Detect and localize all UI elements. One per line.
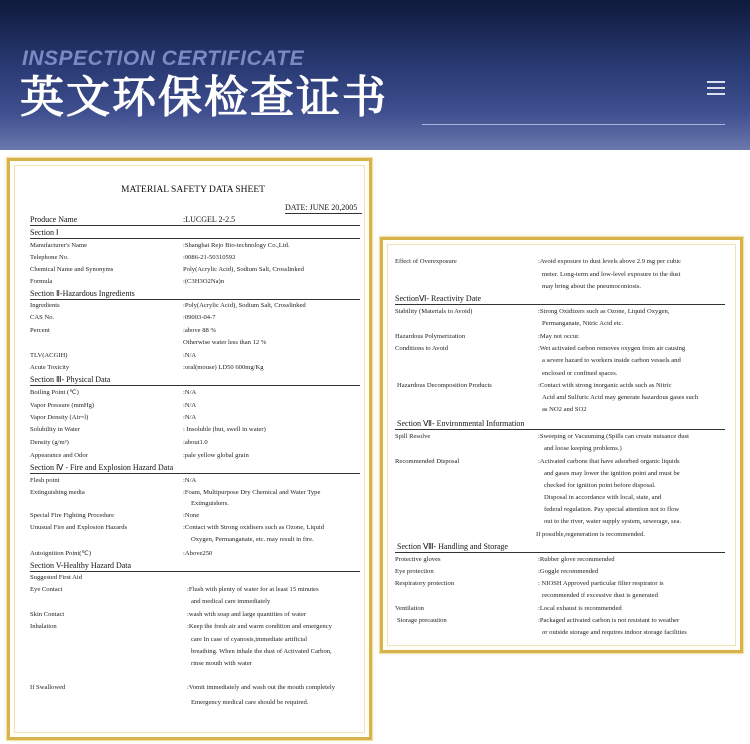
overexposure-value-2: meter. Long-term and low-level exposure to the dust [542,271,681,278]
overexposure-value-3: may bring about the pneumoconiosis. [542,283,642,290]
storage-label: Storage precaution [397,617,447,624]
manufacturer-value: :Shanghai Rejo Bio-technology Co.,Ltd. [183,242,290,249]
autoignition-label: Autoignition Point(℃) [30,550,92,557]
section-6-rule [395,304,725,305]
section-3-heading: Section Ⅲ- Physical Data [30,375,111,384]
disposal-value-6: out to the river, water supply system, sewerage, sea. [544,518,682,525]
stability-label: Stability (Materials to Avoid) [395,308,473,315]
decomposition-label: Hazardous Decomposition Products [397,382,492,389]
manufacturer-label: Manufacturer's Name [30,242,88,249]
vapor-pressure-label: Vapor Pressure (mmHg) [30,402,95,409]
decomposition-value-2: Acid and Sulfuric Acid may generate hazardous gases such [542,394,698,401]
unusual-value-2: Oxygen, Permanganate, etc. may result in fire. [191,536,314,543]
flash-label: Flesh point [30,477,60,484]
disposal-value: :Activated carbons that have adsorbed organic liquids [538,458,680,465]
certificate-page-2 [380,237,743,653]
eye-contact-value-2: and medical care immediately [191,598,271,605]
section-5-rule [30,571,360,572]
section-3-rule [30,385,360,386]
extinguishing-label: Extinguishing media [30,489,85,496]
header-subtitle: INSPECTION CERTIFICATE [22,47,305,70]
formula-value: :(C3H3O2Na)n [183,278,225,285]
product-value: :LUCGEL 2-2.5 [183,215,236,224]
spill-label: Spill Resolve [395,433,431,440]
section-7-heading: Section Ⅶ- Environmental Information [397,419,525,428]
stability-value-2: Permanganate, Nitric Acid etc. [542,320,624,327]
section-1-rule [30,238,360,239]
vapor-pressure-value: :N/A [183,402,197,409]
unusual-value: :Contact with Strong oxidisers such as Ozone, Liquid [183,524,325,531]
storage-value: :Packaged activated carbon is not resistant to weather [538,617,680,624]
cas-value: :09003-04-7 [183,314,216,321]
solubility-value: : Insoluble (but, swell in water) [183,426,266,433]
ventilation-label: Ventilation [395,605,424,612]
section-4-heading: Section Ⅳ - Fire and Explosion Hazard Data [30,463,174,472]
inhalation-label: Inhalation [30,623,57,630]
section-2-rule [30,299,360,300]
section-6-heading: SectionⅥ- Reactivity Date [395,294,482,303]
overexposure-label: Effect of Overexposure [395,258,457,265]
density-value: :about1.0 [183,439,208,446]
percent-value-2: Otherwise water less than 12 % [183,339,267,346]
doc-title: MATERIAL SAFETY DATA SHEET [121,185,265,195]
overexposure-value: :Avoid exposure to dust levels above 2.9 mg per cubic [538,258,682,265]
product-rule [30,225,360,226]
boiling-label: Boiling Point (℃) [30,389,79,396]
extinguishing-value-2: Extinguishers. [191,500,229,507]
skin-label: Skin Contact [30,611,65,618]
autoignition-value: :Above250 [183,550,213,557]
respiratory-value: : NIOSH Approved particular filter respirator is [538,580,664,587]
section-7-rule [395,429,725,430]
section-5-heading: Section V-Healthy Hazard Data [30,561,132,570]
disposal-label: Recommended Disposal [395,458,460,465]
gloves-value: :Rubber glove recommended [538,556,615,563]
date-rule [285,213,362,214]
ingredients-label: Ingredients [30,302,60,309]
spill-value: :Sweeping or Vacuuming (Spills can create nuisance dust [538,433,689,440]
boiling-value: :N/A [183,389,197,396]
respiratory-label: Respiratory protection [395,580,455,587]
msds-sheet-2 [387,244,736,646]
flash-value: :N/A [183,477,197,484]
vapor-density-label: Vapor Density (Air=l) [30,414,89,421]
percent-label: Percent [30,327,50,334]
toxicity-label: Acute Toxicity [30,364,70,371]
solubility-label: Solubility in Water [30,426,80,433]
gloves-label: Protective gloves [395,556,441,563]
skin-value: :wash with soap and large quantities of water [187,611,307,618]
telephone-label: Telephone No. [30,254,69,261]
polymerization-label: Hazardous Polymerization [395,333,466,340]
conditions-value: :Wet activated carbon removes oxygen from air causing [538,345,686,352]
unusual-label: Unusual Fire and Explosion Hazards [30,524,128,531]
appearance-value: :pale yellow global grain [183,452,249,459]
first-aid-label: Suggested First Aid [30,574,83,581]
inhalation-value-3: breathing. When inhale the dust of Activated Carbon, [191,648,332,655]
swallowed-label: If Swallowed [30,684,66,691]
menu-icon[interactable] [707,81,725,95]
section-8-heading: Section Ⅷ- Handling and Storage [397,542,508,551]
conditions-value-3: enclosed or confined spaces. [542,370,618,377]
eye-protection-value: :Goggle recommended [538,568,599,575]
product-label: Produce Name [30,215,78,224]
conditions-value-2: a severe hazard to workers inside carbon vessels and [542,357,681,364]
chemical-value: Poly(Acrylic Acid), Sodium Salt, Crosslinked [183,266,304,273]
disposal-value-2: and gases may lower the ignition point and must be [544,470,680,477]
special-value: :None [183,512,200,519]
polymerization-value: :May not occur. [538,333,580,340]
eye-contact-value: :Flush with plenty of water for at least 15 minutes [187,586,319,593]
section-4-rule [30,473,360,474]
spill-value-2: and loose keeping problems.) [544,445,622,452]
swallowed-value-2: Emergency medical care should be required. [191,699,309,706]
swallowed-value: :Vomit immediately and wash out the mouth completely [187,684,336,691]
vapor-density-value: :N/A [183,414,197,421]
respiratory-value-2: recommended if excessive dust is generated [542,592,658,599]
decomposition-value: :Contact with strong inorganic acids such as Nitric [538,382,672,389]
percent-value: :above 88 % [183,327,216,334]
disposal-value-7: If possible,regeneration is recommended. [536,531,645,538]
tlv-value: :N/A [183,352,197,359]
section-1-heading: Section Ⅰ [30,228,59,237]
header-banner [0,0,750,150]
section-8-rule [395,552,725,553]
tlv-label: TLV(ACGIH) [30,352,68,359]
disposal-value-3: checked for ignition point before disposal. [544,482,656,489]
special-label: Special Fire Fighting Procedure [30,512,115,519]
conditions-label: Conditions to Avoid [395,345,449,352]
ventilation-value: :Local exhaust is recommended [538,605,622,612]
header-divider [422,124,725,125]
eye-protection-label: Eye protection [395,568,434,575]
density-label: Density (g/m³) [30,439,69,446]
extinguishing-value: :Foam, Multipurpose Dry Chemical and Water Type [183,489,321,496]
eye-contact-label: Eye Contact [30,586,63,593]
msds-sheet-1 [14,165,365,733]
disposal-value-4: Disposal in accordance with local, state, and [544,494,662,501]
decomposition-value-3: as NO2 and SO2 [542,406,587,413]
formula-label: Formula [30,278,53,285]
ingredients-value: :Poly(Acrylic Acid), Sodium Salt, Crosslinked [183,302,306,309]
toxicity-value: :oral(mouse) LD50 600mg/Kg [183,364,264,371]
telephone-value: :0086-21-50310592 [183,254,236,261]
inhalation-value-2: care In case of cyanosis,immediate artificial [191,636,308,643]
inhalation-value: :Keep the fresh air and warm condition and emergency [187,623,332,630]
header-title: 英文环保检查证书 [20,72,388,123]
storage-value-2: or outside storage and requires indoor storage facilities [542,629,687,636]
disposal-value-5: federal regulation. Pay special attention not to flow [544,506,680,513]
chemical-label: Chemical Name and Synonyms [30,266,114,273]
cas-label: CAS No. [30,314,55,321]
section-2-heading: Section Ⅱ-Hazardous Ingredients [30,289,135,298]
doc-date: DATE: JUNE 20,2005 [285,203,358,212]
inhalation-value-4: rinse mouth with water [191,660,252,667]
appearance-label: Appearance and Odor [30,452,88,459]
certificate-page-1 [7,158,372,740]
stability-value: :Strong Oxidizers such as Ozone, Liquid Oxygen, [538,308,670,315]
